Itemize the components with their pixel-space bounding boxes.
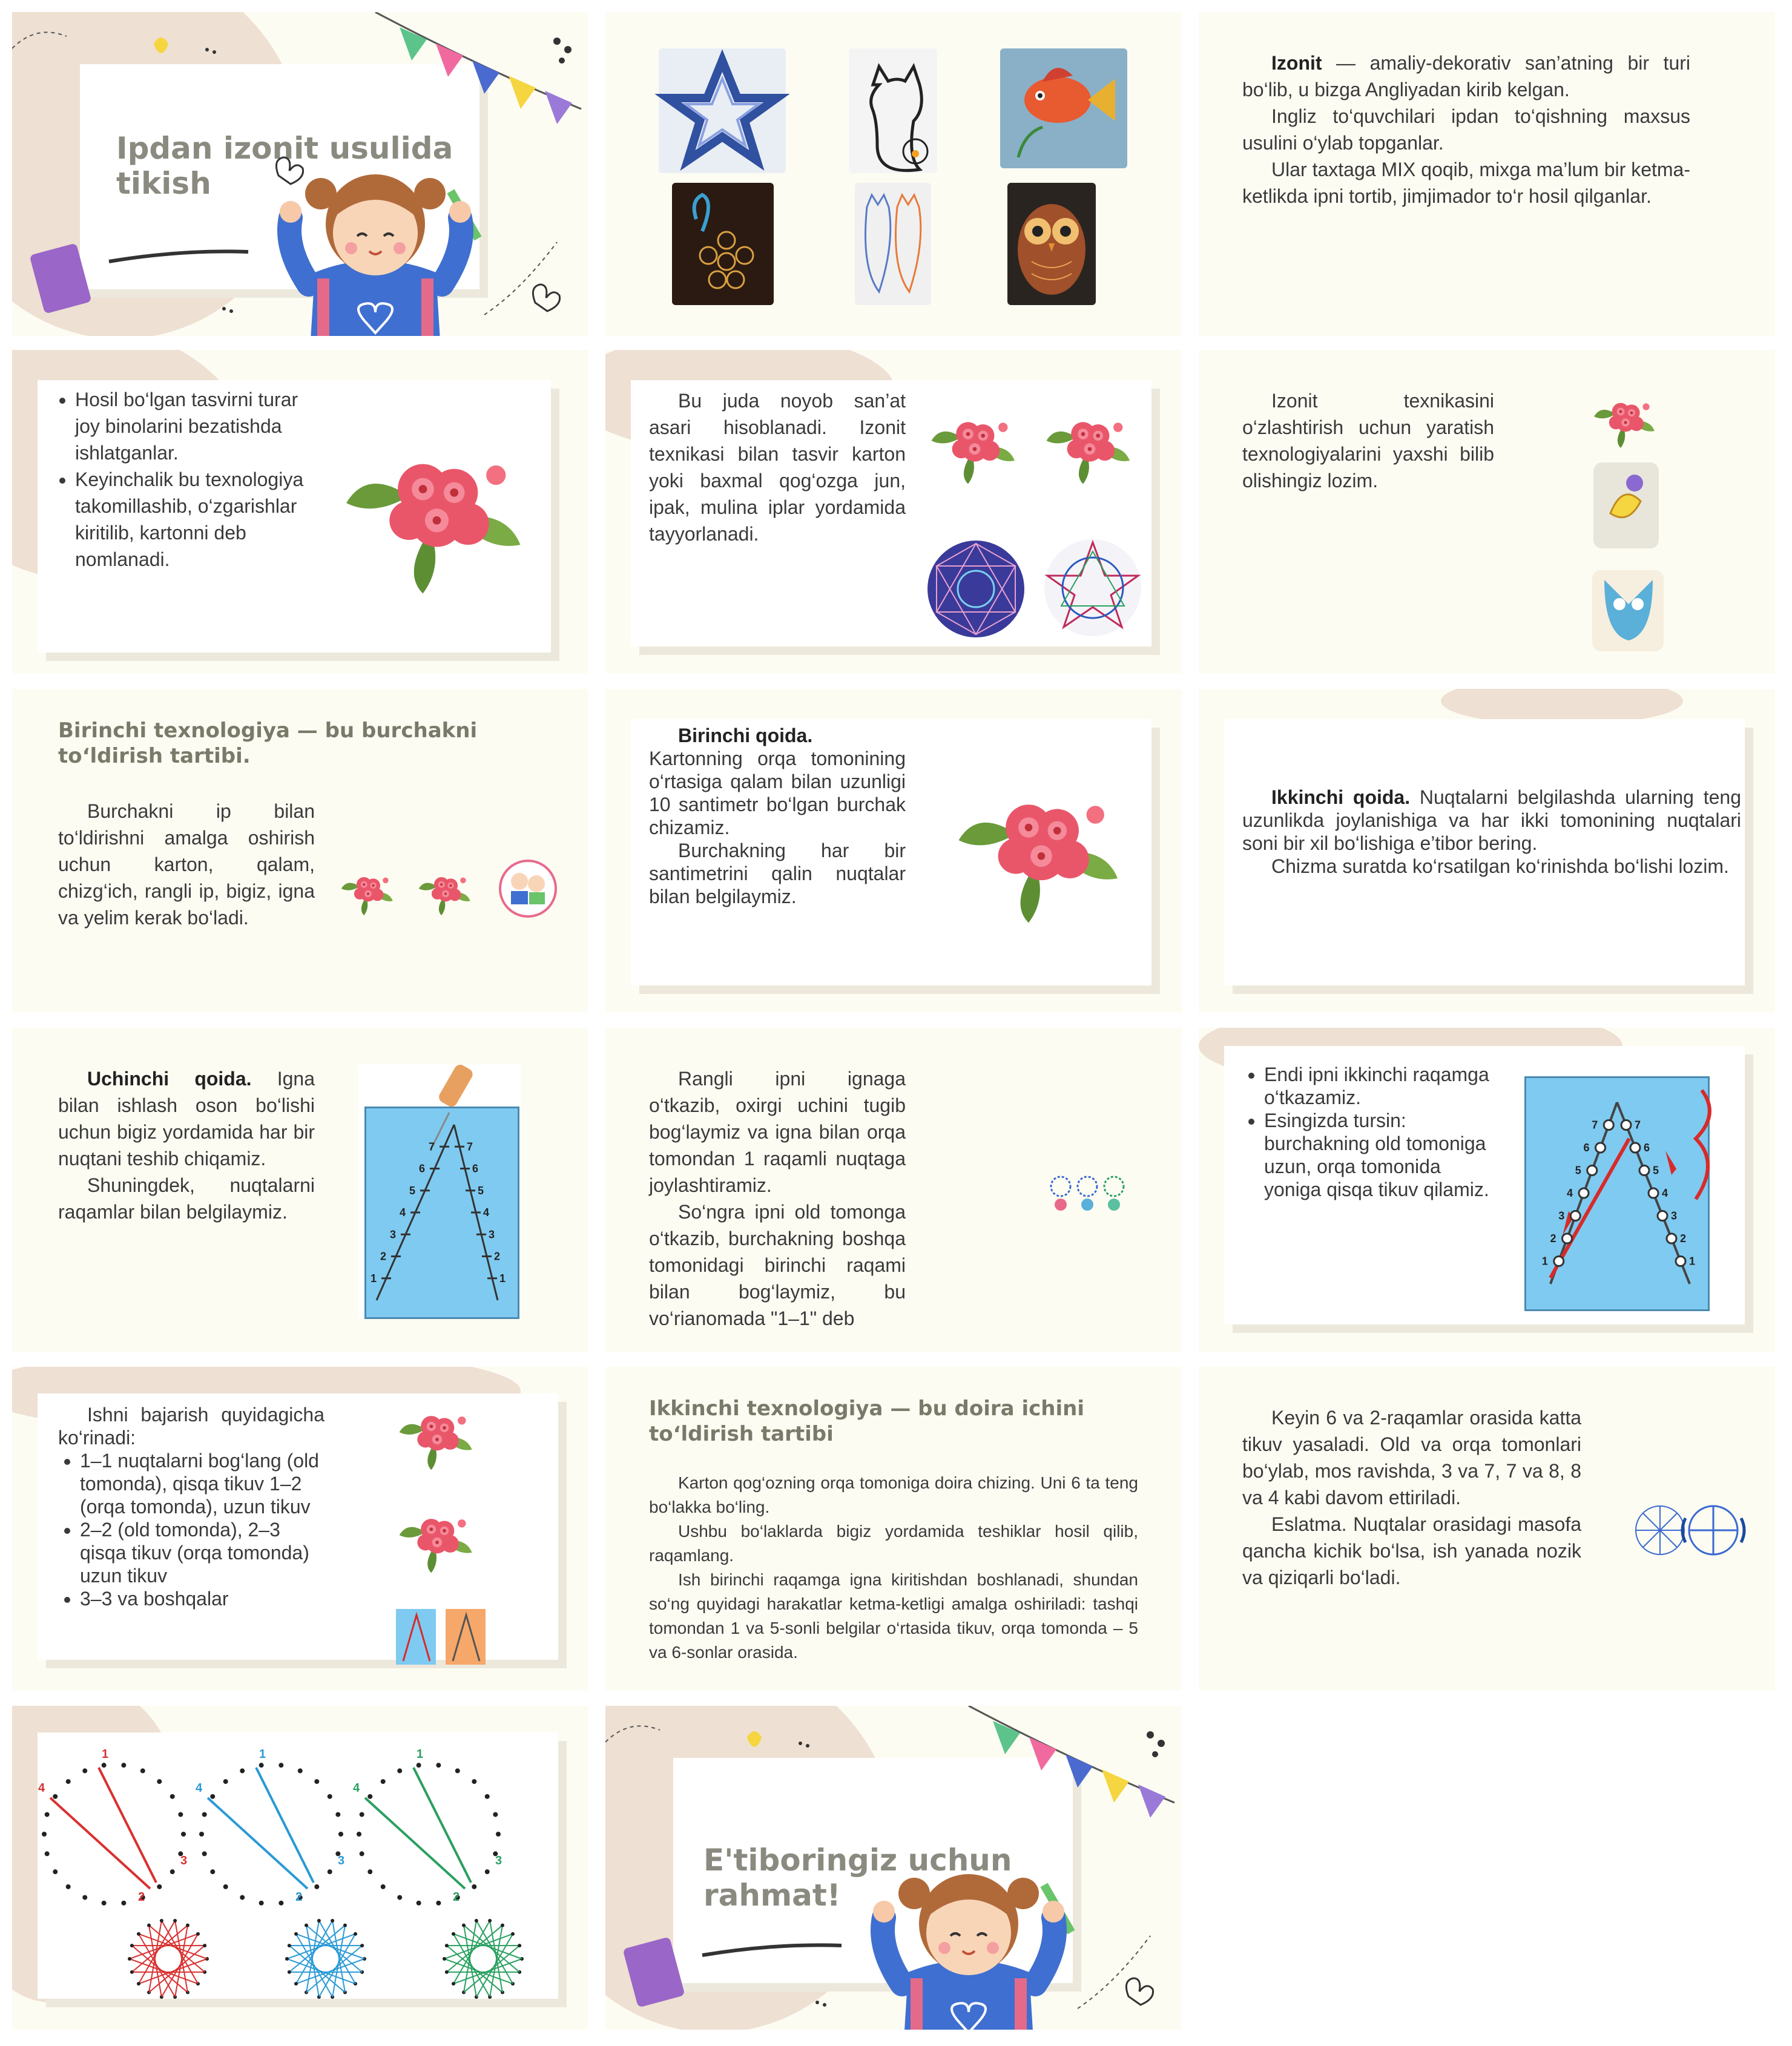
stitch-line xyxy=(256,1768,314,1883)
hole-dot xyxy=(259,1763,264,1768)
hole-dot xyxy=(66,1884,71,1889)
paragraph: Ish birinchi raqamga igna kiritishdan boshlanadi, shundan so‘ng quyidagi harakatlar ketma-ketligi amalga oshiriladi: tashqi tomondan 1 va 5-sonli belgilar o‘rtasida tikuv, orqa tomonda – 5 va 6-sonlar orasida. xyxy=(649,1570,1138,1662)
hole-dot xyxy=(452,1982,455,1985)
slide-3-intro xyxy=(1199,12,1775,336)
hole-marker xyxy=(1630,1143,1640,1153)
hole-dot xyxy=(493,1812,498,1817)
rule-label: Ikkinchi qoida. xyxy=(1271,786,1411,808)
hole-dot xyxy=(360,1944,364,1947)
angle-lines xyxy=(358,1064,521,1318)
hole-dot xyxy=(170,1869,175,1874)
hole-dot xyxy=(485,1794,490,1799)
hole-marker xyxy=(1621,1120,1631,1130)
hole-dot xyxy=(210,1794,215,1799)
thread-spools-icons xyxy=(605,1028,1182,1352)
hole-dot xyxy=(381,1884,386,1889)
hole-dot xyxy=(137,1982,140,1985)
paragraph: Burchakni ip bilan to‘ldirishni amalga oshirish uchun karton, qalam, chizg‘ich, rangli ip, bigiz, igna va yelim kerak bo‘ladi. xyxy=(58,800,315,929)
hole-dot xyxy=(331,1919,334,1923)
hole-dot xyxy=(157,1779,162,1784)
hole-label: 5 xyxy=(1575,1164,1581,1177)
hole-dot xyxy=(294,1932,298,1936)
hole-label: 3 xyxy=(1558,1209,1565,1222)
hole-dot xyxy=(472,1779,476,1784)
tick-label: 1 xyxy=(499,1272,506,1285)
flower-illustration xyxy=(12,350,588,674)
stitch-line xyxy=(99,1768,156,1883)
point-label: 3 xyxy=(495,1854,502,1867)
star-artwork xyxy=(659,48,786,173)
text-block xyxy=(1242,1063,1497,1201)
slide-14 xyxy=(605,1367,1182,1691)
tick-label: 7 xyxy=(467,1140,473,1153)
string-art-circle xyxy=(128,1919,209,1999)
intro-p1: — amaliy-dekorativ san’atning bir turi bo‘lib, u bizga Angliyadan kirib kelgan. xyxy=(1242,52,1690,100)
hole-label: 6 xyxy=(1583,1142,1590,1154)
stitched-angle xyxy=(1526,1078,1708,1309)
hole-dot xyxy=(82,1895,87,1900)
paragraph: Shuningdek, nuqtalarni raqamlar bilan belgilaymiz. xyxy=(58,1174,315,1223)
dotted-circle-diagram xyxy=(38,1748,187,1906)
hole-dot xyxy=(202,1851,207,1856)
slide-8 xyxy=(605,689,1182,1013)
hole-label: 2 xyxy=(1680,1232,1687,1245)
hole-dot xyxy=(202,1812,207,1817)
stitch-line xyxy=(208,1798,308,1889)
hole-dot xyxy=(501,1924,504,1927)
hole-dot xyxy=(354,1932,357,1936)
hole-dot xyxy=(343,1924,347,1927)
hole-dot xyxy=(210,1869,215,1874)
stitch-diagram xyxy=(1524,1076,1710,1311)
hole-label: 7 xyxy=(1592,1119,1598,1131)
fish-artwork xyxy=(1000,48,1127,168)
hole-dot xyxy=(511,1932,515,1936)
hole-dot xyxy=(53,1869,58,1874)
decorations xyxy=(12,12,588,336)
point-label: 4 xyxy=(38,1781,45,1795)
hole-dot xyxy=(367,1794,372,1799)
stitch-line xyxy=(413,1768,471,1883)
hole-dot xyxy=(186,1924,189,1927)
peacock-artwork xyxy=(672,183,774,305)
list-item: • 2–2 (old tomonda), 2–3 qisqa tikuv (orqa tomonda) uzun tikuv xyxy=(80,1518,324,1587)
paragraph: Chizma suratda ko‘rsatilgan ko‘rinishda bo‘lishi lozim. xyxy=(1271,855,1729,877)
tick-label: 7 xyxy=(429,1140,435,1153)
hole-dot xyxy=(82,1768,87,1773)
hole-label: 2 xyxy=(1550,1232,1556,1245)
hole-marker xyxy=(1579,1188,1589,1198)
hole-dot xyxy=(130,1970,134,1974)
slide-13 xyxy=(12,1367,588,1691)
slide-10 xyxy=(12,1028,588,1352)
hole-dot xyxy=(157,1884,162,1889)
string-art-circle xyxy=(285,1919,366,1999)
circle-diagrams xyxy=(1199,1367,1775,1691)
term-izonit: Izonit xyxy=(1271,52,1322,74)
hole-dot xyxy=(488,1919,492,1923)
hole-dot xyxy=(305,1924,308,1927)
hole-dot xyxy=(328,1869,332,1874)
hole-dot xyxy=(223,1779,228,1784)
stitch-line xyxy=(50,1798,150,1889)
hole-marker xyxy=(1604,1120,1613,1130)
hole-dot xyxy=(443,1957,446,1961)
list-item: • Esingizda tursin: burchakning old tomoniga uzun, orqa tomonida yoniga qisqa tikuv qilamiz. xyxy=(1264,1109,1497,1201)
angle-diagram xyxy=(358,1064,521,1318)
list-item: • Hosil bo‘lgan tasvirni turar joy binolarini bezatishda ishlatganlar. xyxy=(75,386,326,466)
hole-marker xyxy=(1639,1166,1649,1176)
slide-12 xyxy=(1199,1028,1775,1352)
tick-label: 2 xyxy=(494,1250,501,1263)
hole-dot xyxy=(445,1970,449,1974)
hole-dot xyxy=(338,1832,343,1837)
paragraph: Izonit texnikasini o‘zlashtirish uchun yaratish texnologiyalarini yaxshi bilib olishingiz lozim. xyxy=(1242,390,1494,492)
hole-label: 7 xyxy=(1635,1119,1641,1131)
hole-dot xyxy=(45,1851,50,1856)
hole-dot xyxy=(452,1932,455,1936)
hole-dot xyxy=(455,1768,460,1773)
text-block xyxy=(649,1471,1138,1665)
hole-dot xyxy=(259,1901,264,1906)
point-label: 4 xyxy=(196,1781,203,1795)
hole-dot xyxy=(170,1794,175,1799)
paragraph: Eslatma. Nuqtalar orasidagi masofa qancha kichik bo‘lsa, ish yanada nozik va qiziqarli bo‘ladi. xyxy=(1242,1513,1581,1588)
intro-p2: Ingliz to‘quvchilari ipdan to‘qishning maxsus usulini o‘ylab topganlar. xyxy=(1242,105,1690,154)
slide-2-gallery xyxy=(605,12,1182,336)
paragraph: Burchakning har bir santimetrini qalin nuqtalar bilan belgilaymiz. xyxy=(649,840,906,907)
tick-label: 5 xyxy=(409,1184,416,1197)
hole-label: 4 xyxy=(1567,1187,1573,1199)
hole-dot xyxy=(178,1812,183,1817)
hole-dot xyxy=(130,1944,134,1947)
paragraph: Bu juda noyob san’at asari hisoblanadi. Izonit texnikasi bilan tasvir karton yoki baxmal qog‘ozga jun, ipak, mulina iplar yordamida tayyorlanadi. xyxy=(649,390,906,545)
hole-dot xyxy=(417,1901,421,1906)
hole-dot xyxy=(317,1919,321,1923)
decorations xyxy=(605,1706,1182,2030)
rule-label: Birinchi qoida. xyxy=(678,725,813,746)
rule-label: Uchinchi qoida. xyxy=(87,1068,252,1090)
hole-dot xyxy=(298,1768,303,1773)
hole-dot xyxy=(496,1832,501,1837)
tick-label: 3 xyxy=(489,1228,495,1241)
hole-label: 5 xyxy=(1653,1164,1659,1177)
point-label: 3 xyxy=(180,1854,188,1867)
point-label: 2 xyxy=(295,1890,303,1904)
hole-dot xyxy=(436,1901,441,1906)
hole-dot xyxy=(472,1884,476,1889)
hole-dot xyxy=(121,1901,126,1906)
point-label: 2 xyxy=(453,1890,460,1904)
hole-marker xyxy=(1554,1257,1564,1266)
hole-dot xyxy=(518,1944,521,1947)
slide-title: Ipdan izonit usulida tikish xyxy=(116,131,453,201)
stitch-line xyxy=(365,1798,465,1889)
point-label: 1 xyxy=(417,1748,424,1761)
intro-p3: Ular taxtaga MIX qoqib, mixga ma’lum bir ketma-ketlikda ipni tortib, jimjimador to‘r hosil qilganlar. xyxy=(1242,159,1690,207)
slide-17-thanks xyxy=(605,1706,1182,2030)
tick-label: 3 xyxy=(390,1228,397,1241)
hole-dot xyxy=(199,1832,204,1837)
tick-label: 6 xyxy=(472,1162,479,1175)
hole-dot xyxy=(288,1970,291,1974)
hole-dot xyxy=(357,1832,361,1837)
hole-marker xyxy=(1676,1257,1685,1266)
slide-title: Birinchi texnologiya — bu burchakni to‘ldirish tartibi. xyxy=(58,719,478,768)
hole-dot xyxy=(203,1944,206,1947)
tick-label: 6 xyxy=(419,1162,426,1175)
thanks-title: E'tiboringiz uchun rahmat! xyxy=(703,1843,1012,1913)
hole-dot xyxy=(223,1884,228,1889)
hole-marker xyxy=(1658,1211,1667,1221)
string-art-circle xyxy=(443,1919,524,1999)
slide-9 xyxy=(1199,689,1775,1013)
hole-dot xyxy=(140,1768,145,1773)
list-item: • Endi ipni ikkinchi raqamga o‘tkazamiz. xyxy=(1264,1063,1497,1109)
flower-illustration xyxy=(605,689,1182,1013)
cat-artwork xyxy=(849,48,937,173)
slide-6 xyxy=(1199,350,1775,674)
slide-7 xyxy=(12,689,588,1013)
hole-dot xyxy=(147,1924,151,1927)
hole-label: 6 xyxy=(1644,1142,1650,1154)
hole-label: 4 xyxy=(1662,1187,1668,1199)
circle-stitch-diagrams xyxy=(12,1706,588,2030)
thumbnails xyxy=(12,1367,588,1691)
hole-dot xyxy=(53,1794,58,1799)
slide-1-title xyxy=(12,12,588,336)
hole-dot xyxy=(66,1779,71,1784)
paragraph: Ushbu bo‘laklarda bigiz yordamida teshiklar hosil qilib, raqamlang. xyxy=(649,1522,1138,1565)
artwork-thumbnails xyxy=(605,350,1182,674)
paragraph: Ishni bajarish quyidagicha ko‘rinadi: xyxy=(58,1404,324,1449)
list-item: • Keyinchalik bu texnologiya takomillashib, o‘zgarishlar kiritilib, kartonni deb nomlanadi. xyxy=(75,466,326,573)
hole-dot xyxy=(102,1901,107,1906)
paragraph: Nuqtalarni belgilashda ularning teng uzunlikda joylanishiga va har ikki tomonining nuqtalari soni bir xil bo‘lishiga e’tibor bering. xyxy=(1242,786,1742,854)
point-label: 2 xyxy=(138,1890,145,1904)
hole-dot xyxy=(278,1901,283,1906)
hole-label: 1 xyxy=(1689,1255,1696,1268)
hole-dot xyxy=(45,1812,50,1817)
hole-label: 3 xyxy=(1671,1209,1678,1222)
point-label: 4 xyxy=(353,1781,360,1795)
thumbnails xyxy=(12,689,588,1013)
paragraph: Keyin 6 va 2-raqamlar orasida katta tikuv yasaladi. Old va orqa tomonlari bo‘ylab, mos ravishda, 3 va 7, 7 va 8, 8 va 4 kabi davom ettiriladi. xyxy=(1242,1407,1581,1508)
paragraph: So‘ngra ipni old tomonga o‘tkazib, burchakning boshqa tomonidagi birinchi raqami bilan bog‘laymiz, bu vo‘rianomada "1–1" deb xyxy=(649,1201,906,1329)
hole-dot xyxy=(137,1932,140,1936)
hole-dot xyxy=(397,1895,402,1900)
slide-15 xyxy=(1199,1367,1775,1691)
hole-dot xyxy=(294,1982,298,1985)
hole-dot xyxy=(314,1884,319,1889)
hole-label: 1 xyxy=(1541,1255,1548,1268)
hole-dot xyxy=(240,1768,245,1773)
owl-artwork xyxy=(1007,183,1096,305)
hole-dot xyxy=(367,1869,372,1874)
hole-dot xyxy=(445,1944,449,1947)
hole-dot xyxy=(173,1919,177,1923)
hole-dot xyxy=(397,1768,402,1773)
slide-4 xyxy=(12,350,588,674)
hole-marker xyxy=(1667,1234,1676,1243)
hole-dot xyxy=(381,1779,386,1784)
hole-dot xyxy=(475,1919,478,1923)
hole-marker xyxy=(1649,1188,1658,1198)
text-block xyxy=(58,1065,315,1225)
tick-label: 5 xyxy=(478,1184,484,1197)
hole-dot xyxy=(335,1812,340,1817)
hole-marker xyxy=(1587,1166,1597,1176)
hole-dot xyxy=(128,1957,131,1961)
hole-dot xyxy=(278,1763,283,1768)
hole-dot xyxy=(102,1763,107,1768)
dotted-circle-diagram xyxy=(196,1748,344,1906)
hole-dot xyxy=(42,1832,47,1837)
hole-dot xyxy=(360,1812,364,1817)
hole-marker xyxy=(1570,1211,1580,1221)
paragraph: Karton qog‘ozning orqa tomoniga doira chizing. Uni 6 ta teng bo‘lakka bo‘ling. xyxy=(649,1473,1138,1516)
icon-thumbnails xyxy=(1199,350,1775,674)
dotted-circle-diagram xyxy=(353,1748,502,1906)
paragraph: Rangli ipni ignaga o‘tkazib, oxirgi uchini tugib bog‘laymiz va igna bilan orqa tomondan 1 raqamli nuqtaga joylashtiramiz. xyxy=(649,1068,906,1196)
text-block xyxy=(1242,786,1741,878)
paragraph: Igna bilan ishlash oson bo‘lishi uchun bigiz yordamida har bir nuqtani teshib chiqamiz. xyxy=(58,1068,315,1169)
hole-dot xyxy=(240,1895,245,1900)
point-label: 1 xyxy=(102,1748,109,1761)
list-item: • 1–1 nuqtalarni bog‘lang (old tomonda), qisqa tikuv 1–2 (orqa tomonda), uzun tikuv xyxy=(80,1449,324,1518)
paragraph: Kartonning orqa tomonining o‘rtasiga qalam bilan uzunligi 10 santimetr bo‘lgan burchak chizamiz. xyxy=(649,748,906,838)
hole-dot xyxy=(360,1851,364,1856)
hole-dot xyxy=(436,1763,441,1768)
tick-label: 1 xyxy=(371,1272,377,1285)
point-label: 3 xyxy=(338,1854,345,1867)
list-item: • 3–3 va boshqalar xyxy=(80,1587,324,1610)
hole-dot xyxy=(160,1919,163,1923)
tick-label: 2 xyxy=(380,1250,387,1263)
slide-5 xyxy=(605,350,1182,674)
hole-dot xyxy=(328,1794,332,1799)
tick-label: 4 xyxy=(483,1206,490,1219)
slide-title: Ikkinchi texnologiya — bu doira ichini to‘ldirish tartibi xyxy=(649,1396,1084,1446)
hole-dot xyxy=(288,1944,291,1947)
hole-dot xyxy=(285,1957,289,1961)
hole-dot xyxy=(417,1763,421,1768)
hole-dot xyxy=(181,1832,186,1837)
hole-marker xyxy=(1563,1234,1572,1243)
hole-dot xyxy=(314,1779,319,1784)
hole-dot xyxy=(196,1932,200,1936)
hole-dot xyxy=(485,1869,490,1874)
hole-dot xyxy=(462,1924,466,1927)
hole-marker xyxy=(1596,1143,1606,1153)
point-label: 1 xyxy=(259,1748,266,1761)
slide-16-circle-stitching xyxy=(12,1706,588,2030)
slide-11 xyxy=(605,1028,1182,1352)
hole-dot xyxy=(121,1763,126,1768)
tick-label: 4 xyxy=(400,1206,406,1219)
cats-pair-artwork xyxy=(855,183,931,305)
intro-text xyxy=(1242,50,1690,209)
